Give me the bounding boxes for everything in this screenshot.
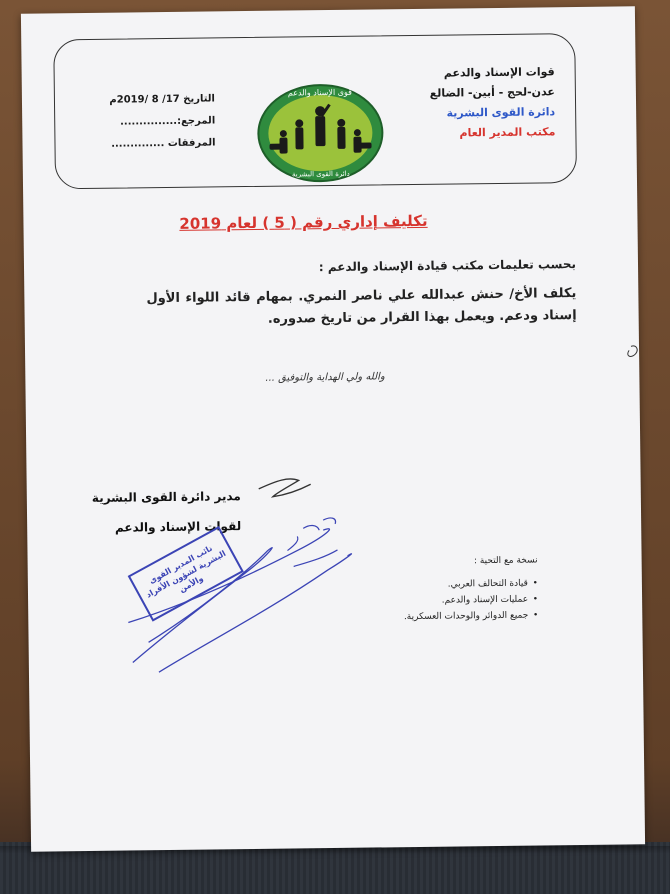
closing-phrase: والله ولي الهداية والتوفيق ...: [265, 371, 385, 384]
signature-mark: [259, 479, 311, 497]
assignment-body: يكلف الأخ/ حنش عبدالله علي ناصر النمري. بمهام قائد اللواء الأول إسناد ودعم. ويعمل بهذا القرار من تاريخ صدوره.: [146, 286, 577, 327]
letterhead-box: [53, 33, 577, 189]
organization-block: [429, 62, 555, 144]
list-item: • جميع الدوائر والوحدات العسكرية.: [368, 608, 538, 626]
emblem-top-text: قوى الإسناد والدعم: [287, 87, 352, 98]
signatory-organization: لقوات الإسناد والدعم: [114, 519, 242, 535]
military-emblem: [255, 72, 386, 194]
document-title: تكليف إداري رقم ( 5 ) لعام 2019: [179, 211, 428, 233]
margin-mark: [628, 346, 638, 357]
document-page: [21, 6, 645, 851]
official-stamp: نائب المدير القوى البشرية لشؤون الأفراد والأمن: [128, 526, 244, 622]
attachments-line: المرفقات ..............: [111, 137, 216, 150]
instruction-line: بحسب تعليمات مكتب قيادة الإسناد والدعم :: [318, 257, 577, 275]
list-item: • عمليات الإسناد والدعم.: [368, 592, 538, 610]
org-name: قوات الإسناد والدعم: [443, 65, 555, 80]
list-item: • قيادة التحالف العربي.: [368, 576, 538, 594]
handwritten-date: [287, 518, 338, 567]
document-meta: [95, 88, 216, 155]
org-department: دائرة القوى البشرية: [446, 105, 556, 120]
copies-list: [368, 576, 539, 626]
emblem-bottom-text: دائرة القوى البشرية: [291, 169, 350, 179]
org-office: مكتب المدير العام: [459, 125, 556, 140]
org-regions: عدن-لحج - أبين- الضالع: [429, 85, 555, 100]
signatory-title: مدير دائرة القوى البشرية: [91, 489, 241, 505]
date-line: التاريخ 17/ 8 /2019م: [109, 93, 216, 106]
copies-label: نسخة مع التحية :: [473, 555, 538, 567]
copies-block: [368, 556, 539, 626]
reference-line: المرجع:...............: [120, 115, 216, 128]
